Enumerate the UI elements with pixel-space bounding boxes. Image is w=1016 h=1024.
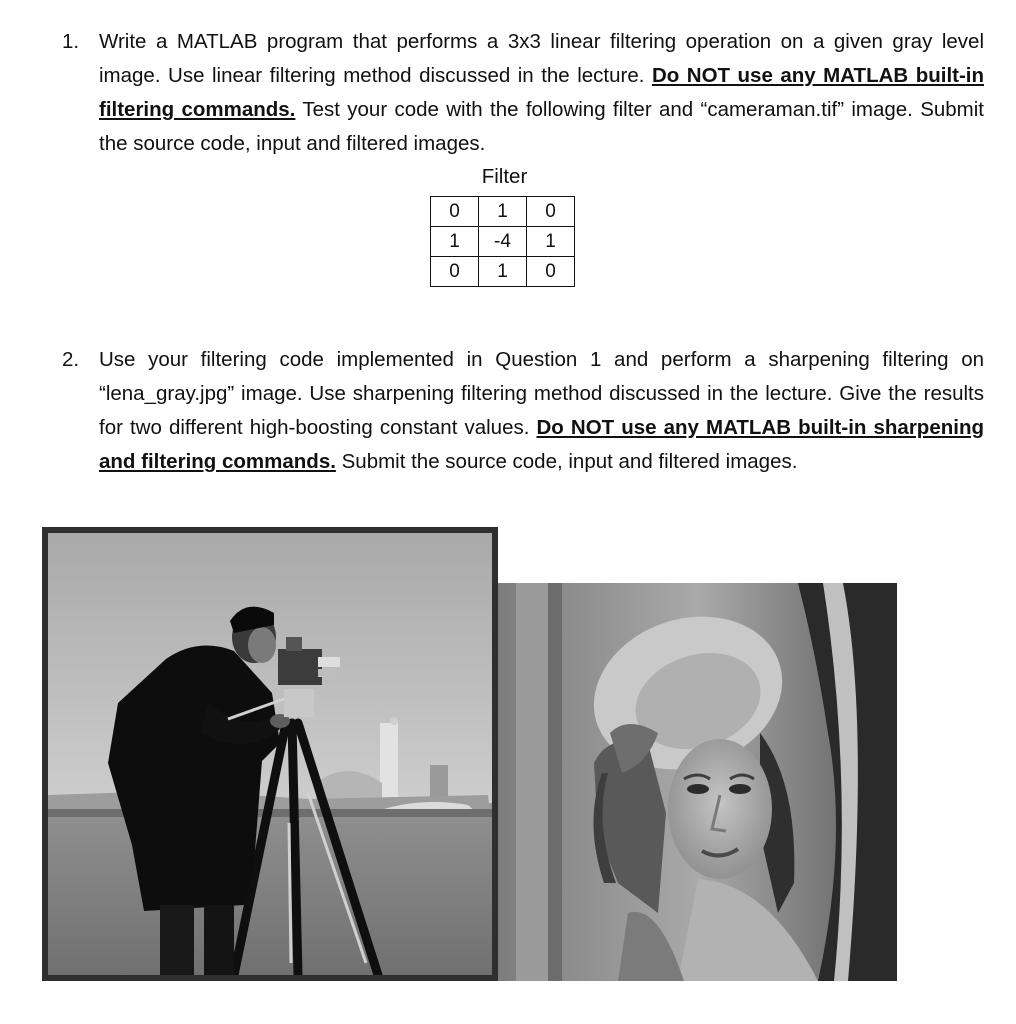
lena-illustration xyxy=(498,583,897,981)
cameraman-illustration xyxy=(48,533,492,975)
question-1-intro: Write a MATLAB program that performs a 3x3 linear filtering operation on a given gray level image. Use linear filtering method discussed in the lecture. xyxy=(99,30,984,87)
question-2-number: 2. xyxy=(62,348,80,371)
question-2-intro: Use your filtering code implemented in Question 1 and perform a sharpening filtering on “lena_gray.jpg” image. Use sharpening filtering method discussed in the lecture. Give the results for two different high-boosting constant values. xyxy=(99,348,984,439)
filter-row xyxy=(431,257,575,287)
cameraman-image xyxy=(42,527,498,981)
filter-cell: 1 xyxy=(527,227,575,257)
filter-cell: -4 xyxy=(479,227,527,257)
filter-cell: 1 xyxy=(479,257,527,287)
filter-cell: 0 xyxy=(431,197,479,227)
question-1-instructions: Test your code with the following filter and “cameraman.tif” image. Submit the source code, input and filtered images. xyxy=(99,98,984,155)
filter-cell: 0 xyxy=(527,257,575,287)
filter-cell: 0 xyxy=(527,197,575,227)
question-2 xyxy=(62,343,984,479)
filter-cell: 0 xyxy=(431,257,479,287)
question-2-warning: Do NOT use any MATLAB built-in sharpening and filtering commands. xyxy=(99,416,984,473)
filter-row xyxy=(431,197,575,227)
question-1-warning: Do NOT use any MATLAB built-in filtering commands. xyxy=(99,64,985,121)
question-1-number: 1. xyxy=(62,30,80,53)
filter-title: Filter xyxy=(481,165,528,188)
question-1 xyxy=(62,25,984,161)
question-2-text xyxy=(99,343,984,479)
question-2-instructions: Submit the source code, input and filtered images. xyxy=(335,450,798,473)
filter-cell: 1 xyxy=(479,197,527,227)
question-1-text xyxy=(99,25,984,161)
filter-row xyxy=(431,227,575,257)
lena-image xyxy=(498,583,897,981)
filter-cell: 1 xyxy=(431,227,479,257)
filter-kernel-table xyxy=(430,196,575,287)
